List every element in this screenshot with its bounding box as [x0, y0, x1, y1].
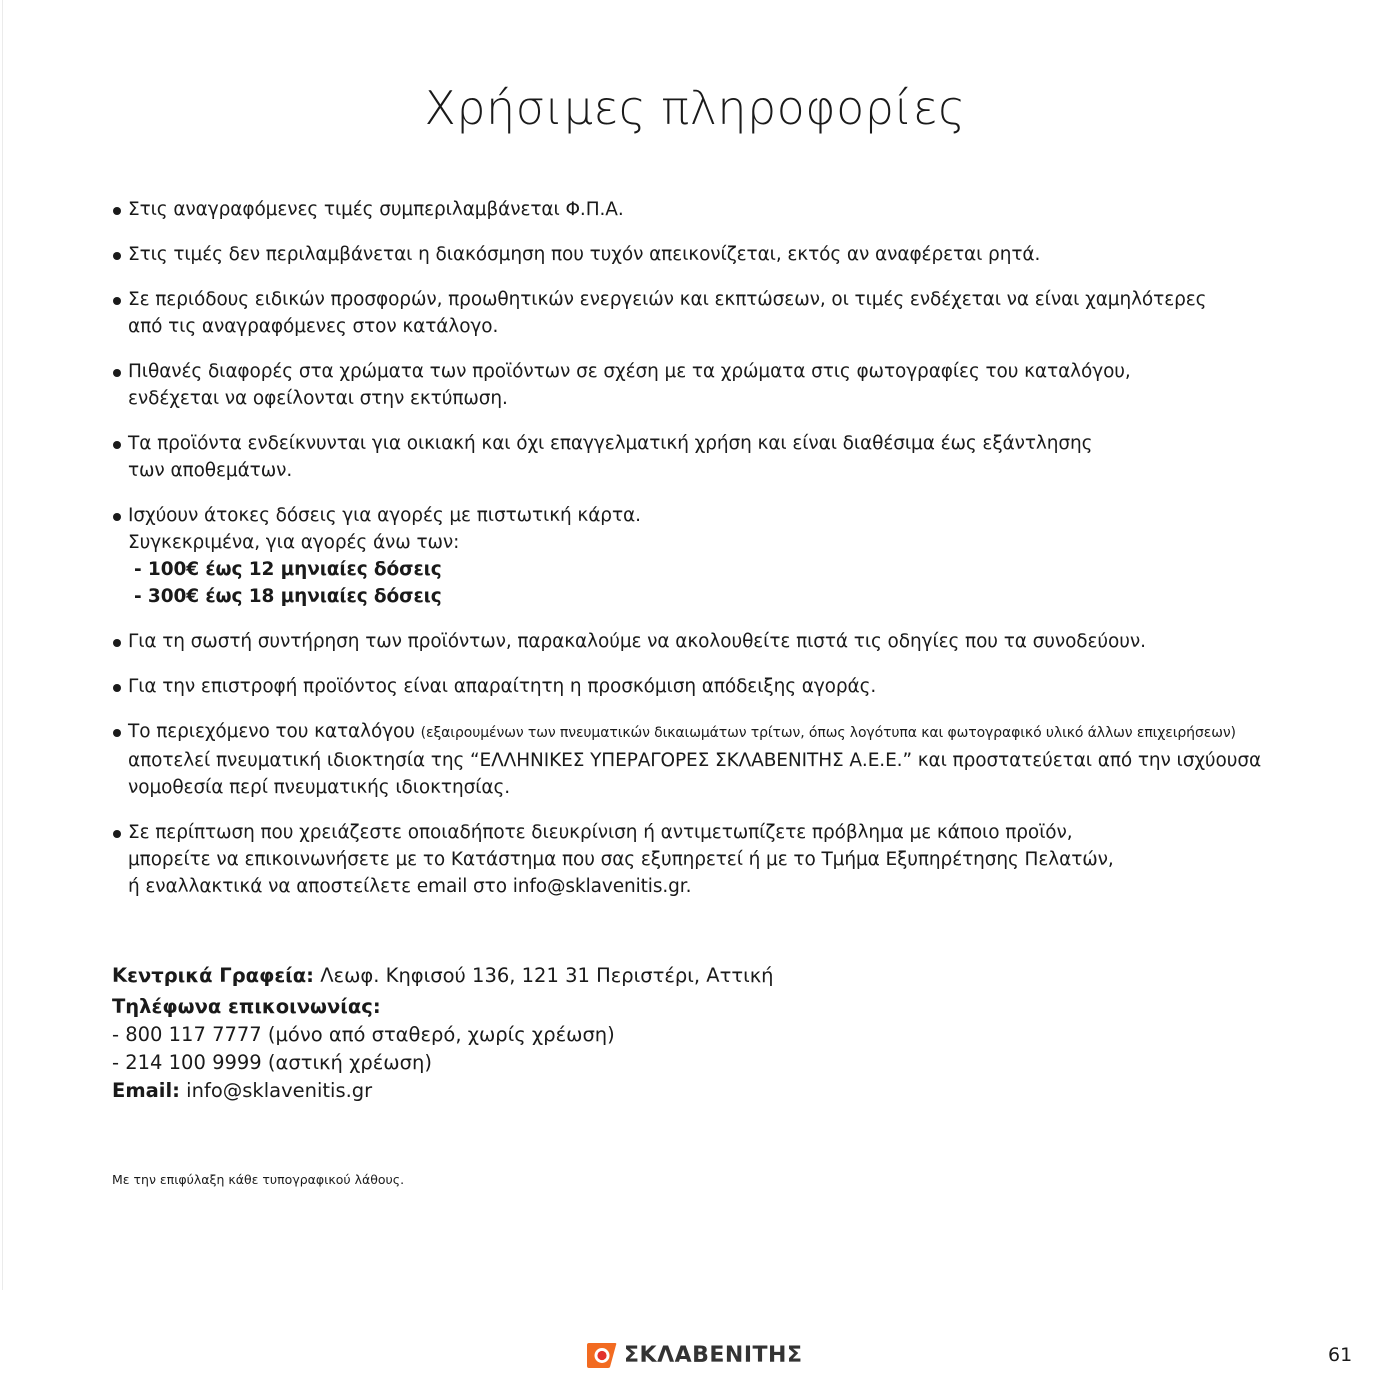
- item-line: Για τη σωστή συντήρηση των προϊόντων, παρακαλούμε να ακολουθείτε πιστά τις οδηγίες που τα συνοδεύουν.: [128, 631, 1146, 652]
- item-line: νομοθεσία περί πνευματικής ιδιοκτησίας.: [128, 777, 510, 798]
- list-item: [112, 430, 1312, 484]
- item-line: Σε περίπτωση που χρειάζεστε οποιαδήποτε διευκρίνιση ή αντιμετωπίζετε πρόβλημα με κάποιο προϊόν,: [128, 822, 1073, 843]
- item-line: Σε περιόδους ειδικών προσφορών, προωθητικών ενεργειών και εκπτώσεων, οι τιμές ενδέχεται να είναι χαμηλότερες: [128, 289, 1207, 310]
- item-line-with-note: [128, 718, 1312, 747]
- info-list: [112, 196, 1312, 918]
- item-line: Συγκεκριμένα, για αγορές άνω των:: [128, 532, 460, 553]
- item-line: ή εναλλακτικά να αποστείλετε email στο info@sklavenitis.gr.: [128, 876, 692, 897]
- item-line: από τις αναγραφόμενες στον κατάλογο.: [128, 316, 499, 337]
- item-line: Ισχύουν άτοκες δόσεις για αγορές με πιστωτική κάρτα.: [128, 505, 641, 526]
- item-line: ενδέχεται να οφείλονται στην εκτύπωση.: [128, 388, 508, 409]
- page-title: Χρήσιμες πληροφορίες: [424, 80, 966, 135]
- item-line: Στις αναγραφόμενες τιμές συμπεριλαμβάνεται Φ.Π.Α.: [128, 199, 624, 220]
- phone-freephone: - 800 117 7777 (μόνο από σταθερό, χωρίς χρέωση): [112, 1023, 615, 1046]
- sklavenitis-logo: [586, 1340, 802, 1370]
- headquarters-label: Κεντρικά Γραφεία:: [112, 964, 314, 987]
- installment-line: - 100€ έως 12 μηνιαίες δόσεις: [134, 559, 442, 580]
- page-edge-line: [2, 0, 3, 1290]
- list-item: [112, 819, 1312, 900]
- item-note: (εξαιρουμένων των πνευματικών δικαιωμάτων τρίτων, όπως λογότυπα και φωτογραφικό υλικό άλλων επιχειρήσεων): [420, 725, 1236, 741]
- item-line: Πιθανές διαφορές στα χρώματα των προϊόντων σε σχέση με τα χρώματα στις φωτογραφίες του καταλόγου,: [128, 361, 1131, 382]
- list-item: [112, 241, 1312, 268]
- list-item: [112, 628, 1312, 655]
- disclaimer: Με την επιφύλαξη κάθε τυπογραφικού λάθους.: [112, 1172, 405, 1187]
- contact-block: [112, 962, 1012, 1105]
- list-item: [112, 673, 1312, 700]
- list-item: [112, 196, 1312, 223]
- phone-local: - 214 100 9999 (αστική χρέωση): [112, 1051, 432, 1074]
- list-item: [112, 286, 1312, 340]
- item-line: Στις τιμές δεν περιλαμβάνεται η διακόσμηση που τυχόν απεικονίζεται, εκτός αν αναφέρεται ρητά.: [128, 244, 1041, 265]
- headquarters-address: Λεωφ. Κηφισού 136, 121 31 Περιστέρι, Αττική: [320, 964, 774, 987]
- item-line: των αποθεμάτων.: [128, 460, 293, 481]
- item-line: μπορείτε να επικοινωνήσετε με το Κατάστημα που σας εξυπηρετεί ή με το Τμήμα Εξυπηρέτησης Πελατών,: [128, 849, 1114, 870]
- list-item: [112, 358, 1312, 412]
- email-value: info@sklavenitis.gr: [186, 1079, 373, 1102]
- logo-text: ΣΚΛΑΒΕΝΙΤΗΣ: [624, 1342, 803, 1368]
- email-label: Email:: [112, 1079, 180, 1102]
- email-row: [112, 1077, 1012, 1105]
- list-item: [112, 718, 1312, 801]
- item-lead: Το περιεχόμενο του καταλόγου: [128, 721, 415, 742]
- installment-line: - 300€ έως 18 μηνιαίες δόσεις: [134, 586, 442, 607]
- list-item: [112, 502, 1312, 610]
- page-number: 61: [1328, 1344, 1353, 1366]
- sklavenitis-logo-icon: [586, 1341, 618, 1369]
- item-line: Τα προϊόντα ενδείκνυνται για οικιακή και όχι επαγγελματική χρήση και είναι διαθέσιμα έως εξάντλησης: [128, 433, 1093, 454]
- item-line: Για την επιστροφή προϊόντος είναι απαραίτητη η προσκόμιση απόδειξης αγοράς.: [128, 676, 877, 697]
- headquarters-row: [112, 962, 1012, 990]
- item-line: αποτελεί πνευματική ιδιοκτησία της “ΕΛΛΗΝΙΚΕΣ ΥΠΕΡΑΓΟΡΕΣ ΣΚΛΑΒΕΝΙΤΗΣ Α.Ε.Ε.” και προστατεύεται από την ισχύουσα: [128, 750, 1262, 771]
- phones-label: Τηλέφωνα επικοινωνίας:: [112, 995, 381, 1018]
